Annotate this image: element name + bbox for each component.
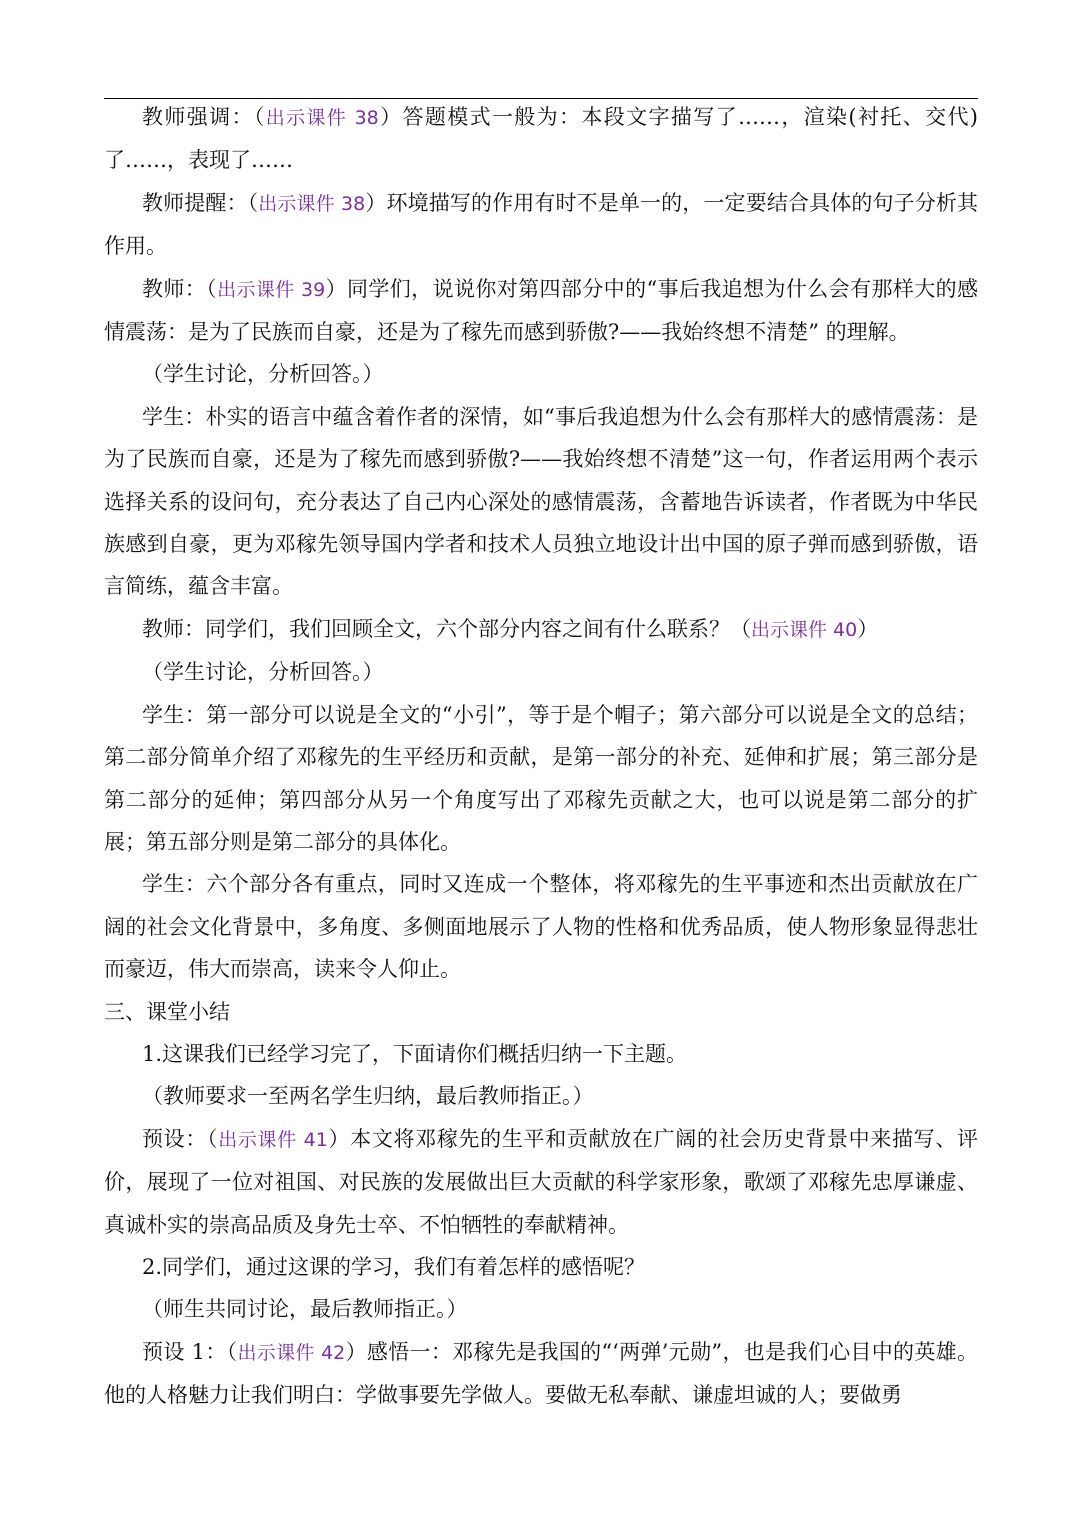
courseware-reference: 出示课件 38	[265, 107, 379, 129]
paragraph-text: （师生共同讨论，最后教师指正。）	[142, 1297, 468, 1322]
paragraph-text: 预设 1：（	[142, 1339, 238, 1364]
paragraph	[104, 991, 978, 1033]
paragraph-text: ）	[857, 616, 879, 641]
paragraph-text: ）本文将邓稼先的生平和贡献放在广阔的社会历史背景中来描写、评价，展现了一位对祖国、对民族的发展做出巨大贡献的科学家形象，歌颂了邓稼先忠厚谦虚、真诚朴实的崇高品质及身先士卒、不怕牺牲的奉献精神。	[104, 1126, 979, 1237]
paragraph	[104, 96, 978, 182]
paragraph-text: （学生讨论，分析回答。）	[142, 660, 384, 685]
document-body	[104, 96, 978, 1417]
paragraph-text: 预设：（	[142, 1126, 219, 1151]
paragraph-text: ）同学们，说说你对第四部分中的“事后我追想为什么会有那样大的感情震荡：是为了民族而自豪，还是为了稼先而感到骄傲?——我始终想不清楚” 的理解。	[104, 276, 979, 345]
paragraph-text: 教师：（	[142, 276, 218, 301]
paragraph	[104, 182, 978, 268]
paragraph	[104, 1288, 978, 1330]
courseware-reference: 出示课件 40	[751, 618, 858, 641]
paragraph-text: 学生：六个部分各有重点，同时又连成一个整体，将邓稼先的生平事迹和杰出贡献放在广阔的社会文化背景中，多角度、多侧面地展示了人物的性格和优秀品质，使人物形象显得悲壮而豪迈，伟大而崇高，读来令人仰止。	[104, 872, 978, 982]
paragraph	[104, 608, 978, 651]
paragraph-text: 1.这课我们已经学习完了，下面请你们概括归纳一下主题。	[142, 1041, 688, 1066]
paragraph	[104, 1246, 978, 1288]
paragraph	[104, 1118, 978, 1246]
paragraph-text: ）感悟一：邓稼先是我国的“‘两弹’元勋”，也是我们心目中的英雄。他的人格魅力让我们明白：学做事要先学做人。要做无私奉献、谦虚坦诚的人；要做勇	[104, 1339, 978, 1408]
paragraph-text: （教师要求一至两名学生归纳，最后教师指正。）	[142, 1084, 594, 1109]
paragraph-text: 教师：同学们，我们回顾全文，六个部分内容之间有什么联系？（	[142, 616, 751, 641]
paragraph-text: （学生讨论，分析回答。）	[142, 362, 384, 387]
paragraph-text: 学生：朴实的语言中蕴含着作者的深情，如“事后我追想为什么会有那样大的感情震荡：是为了民族而自豪，还是为了稼先而感到骄傲?——我始终想不清楚”这一句，作者运用两个表示选择关系的设问句，充分表达了自己内心深处的感情震荡，含蓄地告诉读者，作者既为中华民族感到自豪，更为邓稼先领导国内学者和技术人员独立地设计出中国的原子弹而感到骄傲，语言简练，蕴含丰富。	[104, 404, 978, 599]
paragraph-text: 学生：第一部分可以说是全文的“小引”，等于是个帽子；第六部分可以说是全文的总结；第二部分简单介绍了邓稼先的生平经历和贡献，是第一部分的补充、延伸和扩展；第三部分是第二部分的延伸；第四部分从另一个角度写出了邓稼先贡献之大，也可以说是第二部分的扩展；第五部分则是第二部分的具体化。	[104, 702, 978, 854]
paragraph	[104, 1075, 978, 1117]
paragraph-text: ）环境描写的作用有时不是单一的，一定要结合具体的句子分析其作用。	[104, 190, 979, 259]
paragraph-text: ）答题模式一般为：本段文字描写了……，渲染(衬托、交代)了……，表现了……	[104, 105, 979, 173]
paragraph	[104, 863, 978, 990]
paragraph	[104, 694, 978, 864]
paragraph-text: 教师提醒：（	[142, 190, 259, 215]
courseware-reference: 出示课件 42	[237, 1341, 346, 1364]
paragraph-text: 教师强调：（	[142, 105, 266, 129]
paragraph-text: 三、课堂小结	[104, 999, 230, 1024]
paragraph	[104, 651, 978, 693]
paragraph	[104, 1033, 978, 1075]
paragraph	[104, 1331, 978, 1417]
paragraph	[104, 353, 978, 395]
paragraph-text: 2.同学们，通过这课的学习，我们有着怎样的感悟呢？	[142, 1254, 646, 1279]
courseware-reference: 出示课件 41	[218, 1128, 328, 1151]
paragraph	[104, 268, 978, 354]
paragraph	[104, 396, 978, 608]
courseware-reference: 出示课件 38	[258, 192, 366, 215]
courseware-reference: 出示课件 39	[217, 278, 326, 301]
